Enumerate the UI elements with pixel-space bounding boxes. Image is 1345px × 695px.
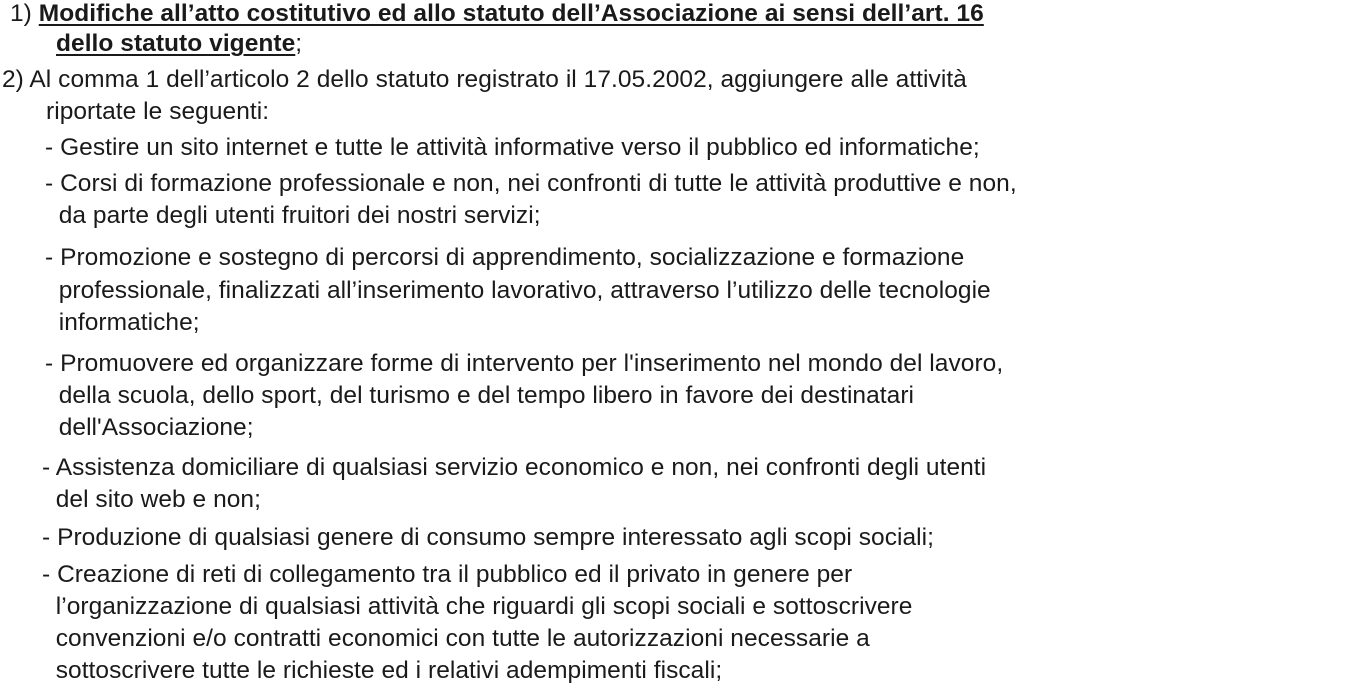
bullet-4-line-1: - Promuovere ed organizzare forme di intervento per l'inserimento nel mondo del lavoro, bbox=[45, 350, 1004, 377]
item-1-line-1 bbox=[10, 0, 984, 29]
item-1-line-2 bbox=[56, 29, 302, 59]
bullet-4-line-3: dell'Associazione; bbox=[45, 414, 254, 441]
bullet-3-line-2: professionale, finalizzati all’inserimento lavorativo, attraverso l’utilizzo delle tecnologie bbox=[45, 277, 991, 304]
item-1-title-suffix: ; bbox=[295, 30, 303, 57]
item-2-line-1 bbox=[2, 65, 967, 95]
item-1-title-line-2: dello statuto vigente bbox=[56, 30, 296, 57]
item-2-number: 2) bbox=[2, 66, 24, 93]
bullet-7-line-3: convenzioni e/o contratti economici con tutte le autorizzazioni necessarie a bbox=[42, 625, 870, 652]
item-1-number: 1) bbox=[10, 0, 32, 27]
item-2-intro-line-1: Al comma 1 dell’articolo 2 dello statuto registrato il 17.05.2002, aggiungere alle attività bbox=[29, 66, 967, 93]
bullet-7-line-4: sottoscrivere tutte le richieste ed i relativi adempimenti fiscali; bbox=[42, 657, 723, 684]
bullet-2-line-1: - Corsi di formazione professionale e non, nei confronti di tutte le attività produttive e non, bbox=[45, 170, 1017, 197]
bullet-3-line-3: informatiche; bbox=[45, 309, 200, 336]
bullet-7-line-1: - Creazione di reti di collegamento tra il pubblico ed il privato in genere per bbox=[42, 561, 853, 588]
bullet-2-line-2: da parte degli utenti fruitori dei nostri servizi; bbox=[45, 202, 541, 229]
item-1-title-line-1: Modifiche all’atto costitutivo ed allo statuto dell’Associazione ai sensi dell’art. 16 bbox=[38, 0, 984, 27]
item-2-intro-line-2: riportate le seguenti: bbox=[46, 98, 270, 125]
bullet-7-line-2: l’organizzazione di qualsiasi attività che riguardi gli scopi sociali e sottoscrivere bbox=[42, 593, 913, 620]
bullet-5-line-1: - Assistenza domiciliare di qualsiasi servizio economico e non, nei confronti degli utenti bbox=[42, 454, 987, 481]
bullet-5-line-2: del sito web e non; bbox=[42, 486, 261, 513]
bullet-4-line-2: della scuola, dello sport, del turismo e del tempo libero in favore dei destinatari bbox=[45, 382, 915, 409]
bullet-1-line-1: - Gestire un sito internet e tutte le attività informative verso il pubblico ed informatiche; bbox=[45, 134, 980, 161]
bullet-6-line-1: - Produzione di qualsiasi genere di consumo sempre interessato agli scopi sociali; bbox=[42, 524, 935, 551]
bullet-3-line-1: - Promozione e sostegno di percorsi di apprendimento, socializzazione e formazione bbox=[45, 244, 965, 271]
